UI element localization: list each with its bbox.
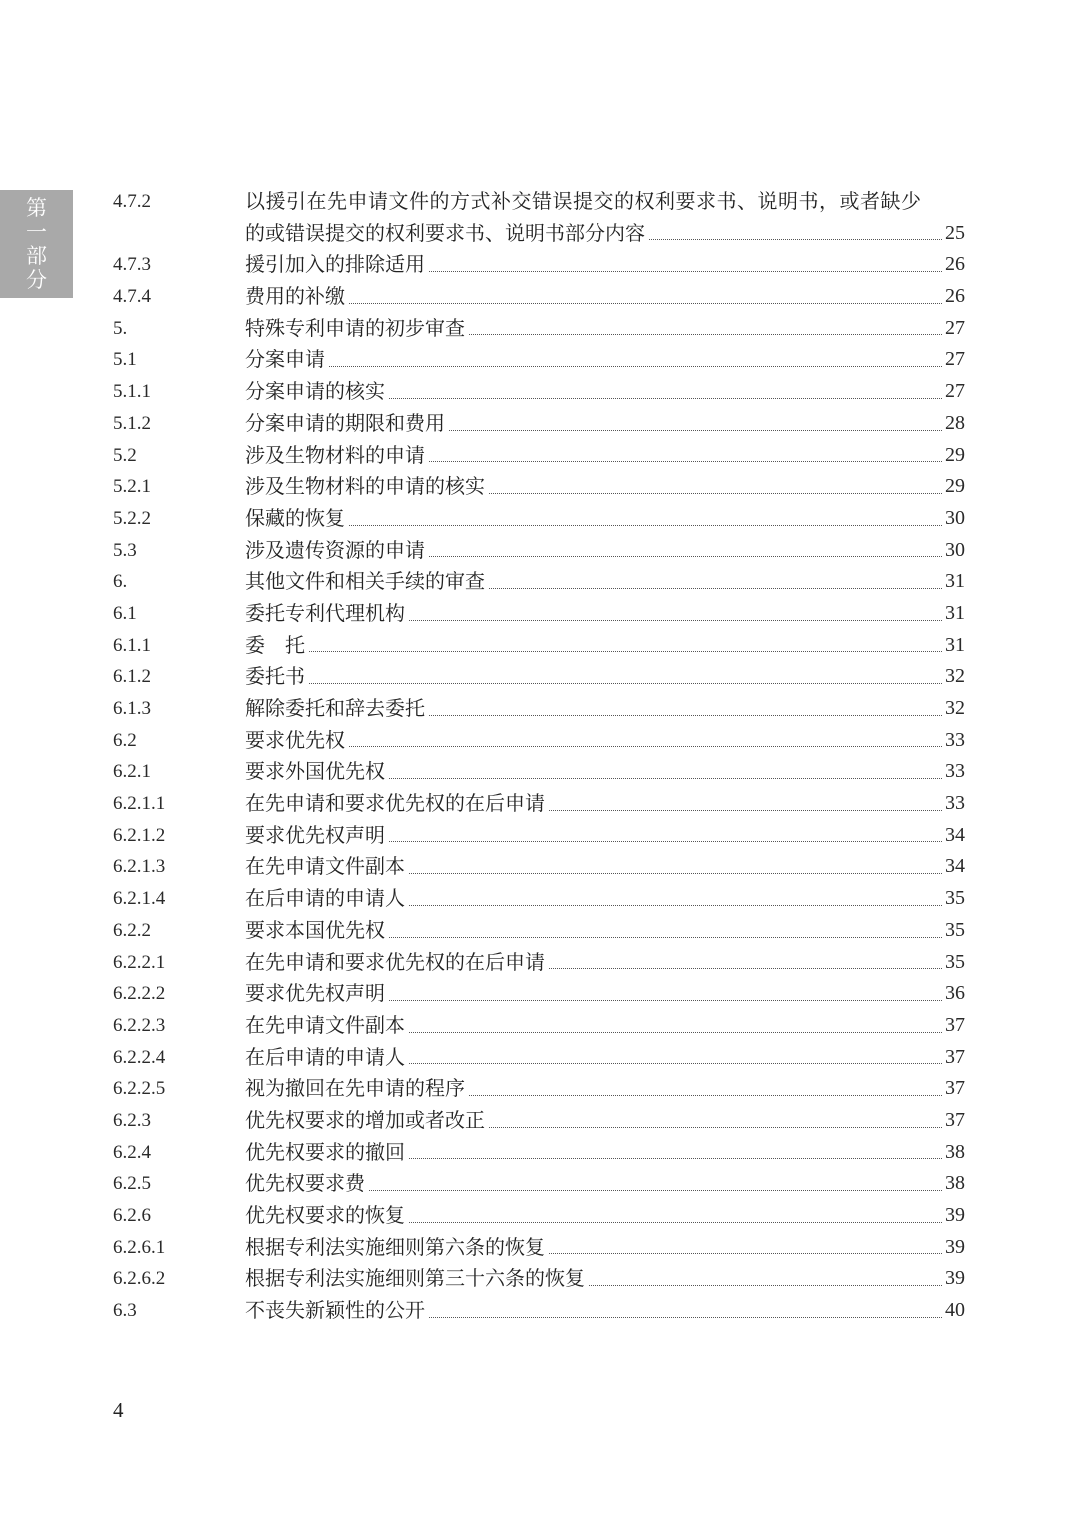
toc-entry[interactable] [113, 883, 965, 915]
toc-entry[interactable] [113, 693, 965, 725]
table-of-contents [113, 186, 965, 1327]
toc-entry-page: 29 [945, 443, 965, 466]
toc-entry-title: 优先权要求的恢复 [245, 1203, 405, 1228]
toc-entry-page: 34 [945, 855, 965, 878]
toc-entry-page: 37 [945, 1077, 965, 1100]
toc-entry-page: 33 [945, 760, 965, 783]
toc-entry-title: 涉及生物材料的申请的核实 [245, 474, 485, 499]
toc-entry-page: 26 [945, 285, 965, 308]
dot-leader [589, 1285, 942, 1286]
toc-entry[interactable] [113, 1042, 965, 1074]
dot-leader [389, 778, 942, 779]
dot-leader [549, 1253, 942, 1254]
toc-entry-number: 4.7.2 [113, 191, 151, 212]
toc-entry-title: 分案申请的核实 [245, 379, 385, 404]
dot-leader [349, 303, 942, 304]
dot-leader [409, 905, 942, 906]
toc-entry-title: 根据专利法实施细则第三十六条的恢复 [245, 1266, 585, 1291]
toc-entry[interactable] [113, 344, 965, 376]
toc-entry-page: 29 [945, 475, 965, 498]
toc-entry-number: 5.1 [113, 349, 137, 371]
toc-entry-page: 25 [945, 221, 965, 244]
toc-entry-number: 6.2.2.4 [113, 1046, 166, 1068]
toc-entry[interactable] [113, 503, 965, 535]
toc-entry-page: 28 [945, 411, 965, 434]
toc-entry-title: 分案申请的期限和费用 [245, 410, 445, 435]
dot-leader [309, 683, 942, 684]
toc-entry-page: 31 [945, 601, 965, 624]
dot-leader [389, 1000, 942, 1001]
toc-entry-number: 5. [113, 317, 128, 339]
toc-entry-number: 6.1.1 [113, 634, 151, 656]
toc-entry-number: 6.1.2 [113, 666, 151, 688]
toc-entry-number: 6.2.1.3 [113, 856, 166, 878]
toc-entry-number: 6.1 [113, 602, 137, 624]
toc-entry[interactable] [113, 471, 965, 503]
toc-entry-number: 6.1.3 [113, 698, 151, 720]
dot-leader [489, 588, 942, 589]
toc-entry-page: 37 [945, 1045, 965, 1068]
toc-entry-title: 根据专利法实施细则第六条的恢复 [245, 1234, 545, 1259]
dot-leader [409, 1158, 942, 1159]
toc-entry-page: 35 [945, 918, 965, 941]
toc-entry[interactable] [113, 1105, 965, 1137]
toc-entry-title: 在后申请的申请人 [245, 1044, 405, 1069]
toc-entry-number: 6.2.1 [113, 761, 151, 783]
toc-entry-number: 4.7.3 [113, 254, 151, 276]
dot-leader [389, 937, 942, 938]
toc-entry-title: 费用的补缴 [245, 284, 345, 309]
toc-entry-title: 要求本国优先权 [245, 917, 385, 942]
toc-entry-number: 6.2.2.2 [113, 983, 166, 1005]
toc-entry-page: 27 [945, 380, 965, 403]
dot-leader [429, 556, 942, 557]
toc-entry-page: 33 [945, 728, 965, 751]
dot-leader [369, 1190, 942, 1191]
toc-entry[interactable] [113, 408, 965, 440]
toc-entry-title: 委托书 [245, 664, 305, 689]
dot-leader [349, 525, 942, 526]
toc-entry[interactable] [113, 1232, 965, 1264]
toc-entry-number: 6.2.4 [113, 1141, 151, 1163]
toc-entry-page: 39 [945, 1267, 965, 1290]
toc-entry-title: 援引加入的排除适用 [245, 252, 425, 277]
dot-leader [329, 366, 942, 367]
dot-leader [409, 1063, 942, 1064]
dot-leader [549, 968, 942, 969]
toc-entry[interactable] [113, 1295, 965, 1327]
toc-entry-page: 39 [945, 1204, 965, 1227]
dot-leader [409, 1032, 942, 1033]
toc-entry-page: 39 [945, 1235, 965, 1258]
dot-leader [309, 651, 942, 652]
toc-entry-number: 6.2.6 [113, 1205, 151, 1227]
toc-entry-title: 视为撤回在先申请的程序 [245, 1076, 465, 1101]
toc-entry[interactable] [113, 1168, 965, 1200]
toc-entry-number: 6.2.5 [113, 1173, 151, 1195]
toc-entry-title: 在先申请文件副本 [245, 1012, 405, 1037]
toc-entry-page: 33 [945, 792, 965, 815]
toc-entry-title: 不丧失新颖性的公开 [245, 1298, 425, 1323]
toc-entry[interactable] [113, 440, 965, 472]
dot-leader [469, 334, 942, 335]
dot-leader [549, 810, 942, 811]
toc-entry-title: 在先申请和要求优先权的在后申请 [245, 791, 545, 816]
toc-entry-number: 6.2.1.1 [113, 793, 166, 815]
toc-entry[interactable] [113, 281, 965, 313]
dot-leader [349, 746, 942, 747]
dot-leader [389, 841, 942, 842]
toc-entry-title: 保藏的恢复 [245, 505, 345, 530]
toc-entry-number: 6.2.2.1 [113, 951, 166, 973]
toc-entry[interactable] [113, 1010, 965, 1042]
toc-entry-title: 委 托 [245, 632, 305, 657]
toc-entry-number: 6.2.6.2 [113, 1268, 166, 1290]
toc-entry-number: 5.1.1 [113, 381, 151, 403]
toc-entry-title: 在后申请的申请人 [245, 886, 405, 911]
toc-entry[interactable] [113, 186, 965, 249]
dot-leader [489, 1127, 942, 1128]
toc-entry-number: 6.2.2 [113, 919, 151, 941]
toc-entry-page: 26 [945, 253, 965, 276]
toc-entry-title: 优先权要求的撤回 [245, 1139, 405, 1164]
dot-leader [489, 493, 942, 494]
toc-entry[interactable] [113, 915, 965, 947]
toc-entry-title: 要求外国优先权 [245, 759, 385, 784]
part-side-tab [0, 190, 73, 298]
toc-entry[interactable] [113, 788, 965, 820]
toc-entry-title: 涉及生物材料的申请 [245, 442, 425, 467]
toc-entry-page: 31 [945, 570, 965, 593]
toc-entry-title: 特殊专利申请的初步审查 [245, 315, 465, 340]
toc-entry-page: 32 [945, 697, 965, 720]
toc-entry-page: 38 [945, 1140, 965, 1163]
toc-entry-page: 37 [945, 1108, 965, 1131]
toc-entry-number: 5.1.2 [113, 412, 151, 434]
toc-entry[interactable] [113, 820, 965, 852]
toc-entry-page: 37 [945, 1013, 965, 1036]
toc-entry-title: 优先权要求的增加或者改正 [245, 1107, 485, 1132]
part-side-tab-label: 第一部分 [26, 196, 47, 292]
dot-leader [409, 1222, 942, 1223]
toc-entry-page: 30 [945, 538, 965, 561]
toc-entry-page: 35 [945, 950, 965, 973]
dot-leader [429, 715, 942, 716]
toc-entry-title-continued: 的或错误提交的权利要求书、说明书部分内容 [245, 220, 645, 245]
toc-entry[interactable] [113, 1073, 965, 1105]
dot-leader [429, 271, 942, 272]
toc-entry-title: 以援引在先申请文件的方式补交错误提交的权利要求书、说明书，或者缺少 [245, 189, 922, 213]
toc-entry-page: 31 [945, 633, 965, 656]
toc-entry-title: 要求优先权声明 [245, 981, 385, 1006]
toc-entry[interactable] [113, 313, 965, 345]
toc-entry[interactable] [113, 978, 965, 1010]
toc-entry-title: 解除委托和辞去委托 [245, 696, 425, 721]
toc-entry-number: 6.2.3 [113, 1109, 151, 1131]
toc-entry-title: 分案申请 [245, 347, 325, 372]
toc-entry-title: 要求优先权 [245, 727, 345, 752]
dot-leader [429, 461, 942, 462]
toc-entry-title: 优先权要求费 [245, 1171, 365, 1196]
dot-leader [409, 873, 942, 874]
toc-entry-number: 6. [113, 571, 128, 593]
toc-entry-page: 36 [945, 982, 965, 1005]
toc-entry-number: 6.2.1.4 [113, 888, 166, 910]
dot-leader [449, 430, 942, 431]
toc-entry-title: 在先申请文件副本 [245, 854, 405, 879]
toc-entry-number: 6.2.2.3 [113, 1014, 166, 1036]
toc-entry[interactable] [113, 851, 965, 883]
toc-entry-number: 4.7.4 [113, 286, 151, 308]
toc-entry-title: 要求优先权声明 [245, 822, 385, 847]
toc-entry[interactable] [113, 566, 965, 598]
toc-entry-page: 27 [945, 348, 965, 371]
toc-entry-page: 27 [945, 316, 965, 339]
toc-entry-number: 6.2.1.2 [113, 824, 166, 846]
toc-entry[interactable] [113, 1200, 965, 1232]
toc-entry[interactable] [113, 598, 965, 630]
toc-entry[interactable] [113, 535, 965, 567]
toc-entry-page: 32 [945, 665, 965, 688]
toc-entry-page: 35 [945, 887, 965, 910]
toc-entry[interactable] [113, 249, 965, 281]
dot-leader [389, 398, 942, 399]
toc-entry-number: 6.2.2.5 [113, 1078, 166, 1100]
toc-entry-number: 5.2 [113, 444, 137, 466]
toc-entry[interactable] [113, 725, 965, 757]
toc-entry-number: 6.2.6.1 [113, 1236, 166, 1258]
page-number: 4 [113, 1398, 124, 1422]
toc-entry-title: 在先申请和要求优先权的在后申请 [245, 949, 545, 974]
toc-entry-number: 5.2.2 [113, 507, 151, 529]
toc-entry[interactable] [113, 661, 965, 693]
toc-entry-title: 委托专利代理机构 [245, 600, 405, 625]
toc-entry[interactable] [113, 376, 965, 408]
toc-entry-title: 其他文件和相关手续的审查 [245, 569, 485, 594]
toc-entry-page: 34 [945, 823, 965, 846]
dot-leader [649, 239, 942, 240]
toc-entry-number: 5.2.1 [113, 476, 151, 498]
toc-entry-title: 涉及遗传资源的申请 [245, 537, 425, 562]
toc-entry[interactable] [113, 630, 965, 662]
dot-leader [429, 1317, 942, 1318]
toc-entry-number: 6.3 [113, 1300, 137, 1322]
toc-entry[interactable] [113, 756, 965, 788]
toc-entry-page: 30 [945, 506, 965, 529]
toc-entry-page: 38 [945, 1172, 965, 1195]
toc-entry[interactable] [113, 1263, 965, 1295]
toc-entry-number: 6.2 [113, 729, 137, 751]
toc-entry[interactable] [113, 1137, 965, 1169]
toc-entry-page: 40 [945, 1299, 965, 1322]
toc-entry-number: 5.3 [113, 539, 137, 561]
dot-leader [409, 620, 942, 621]
dot-leader [469, 1095, 942, 1096]
toc-entry[interactable] [113, 947, 965, 979]
